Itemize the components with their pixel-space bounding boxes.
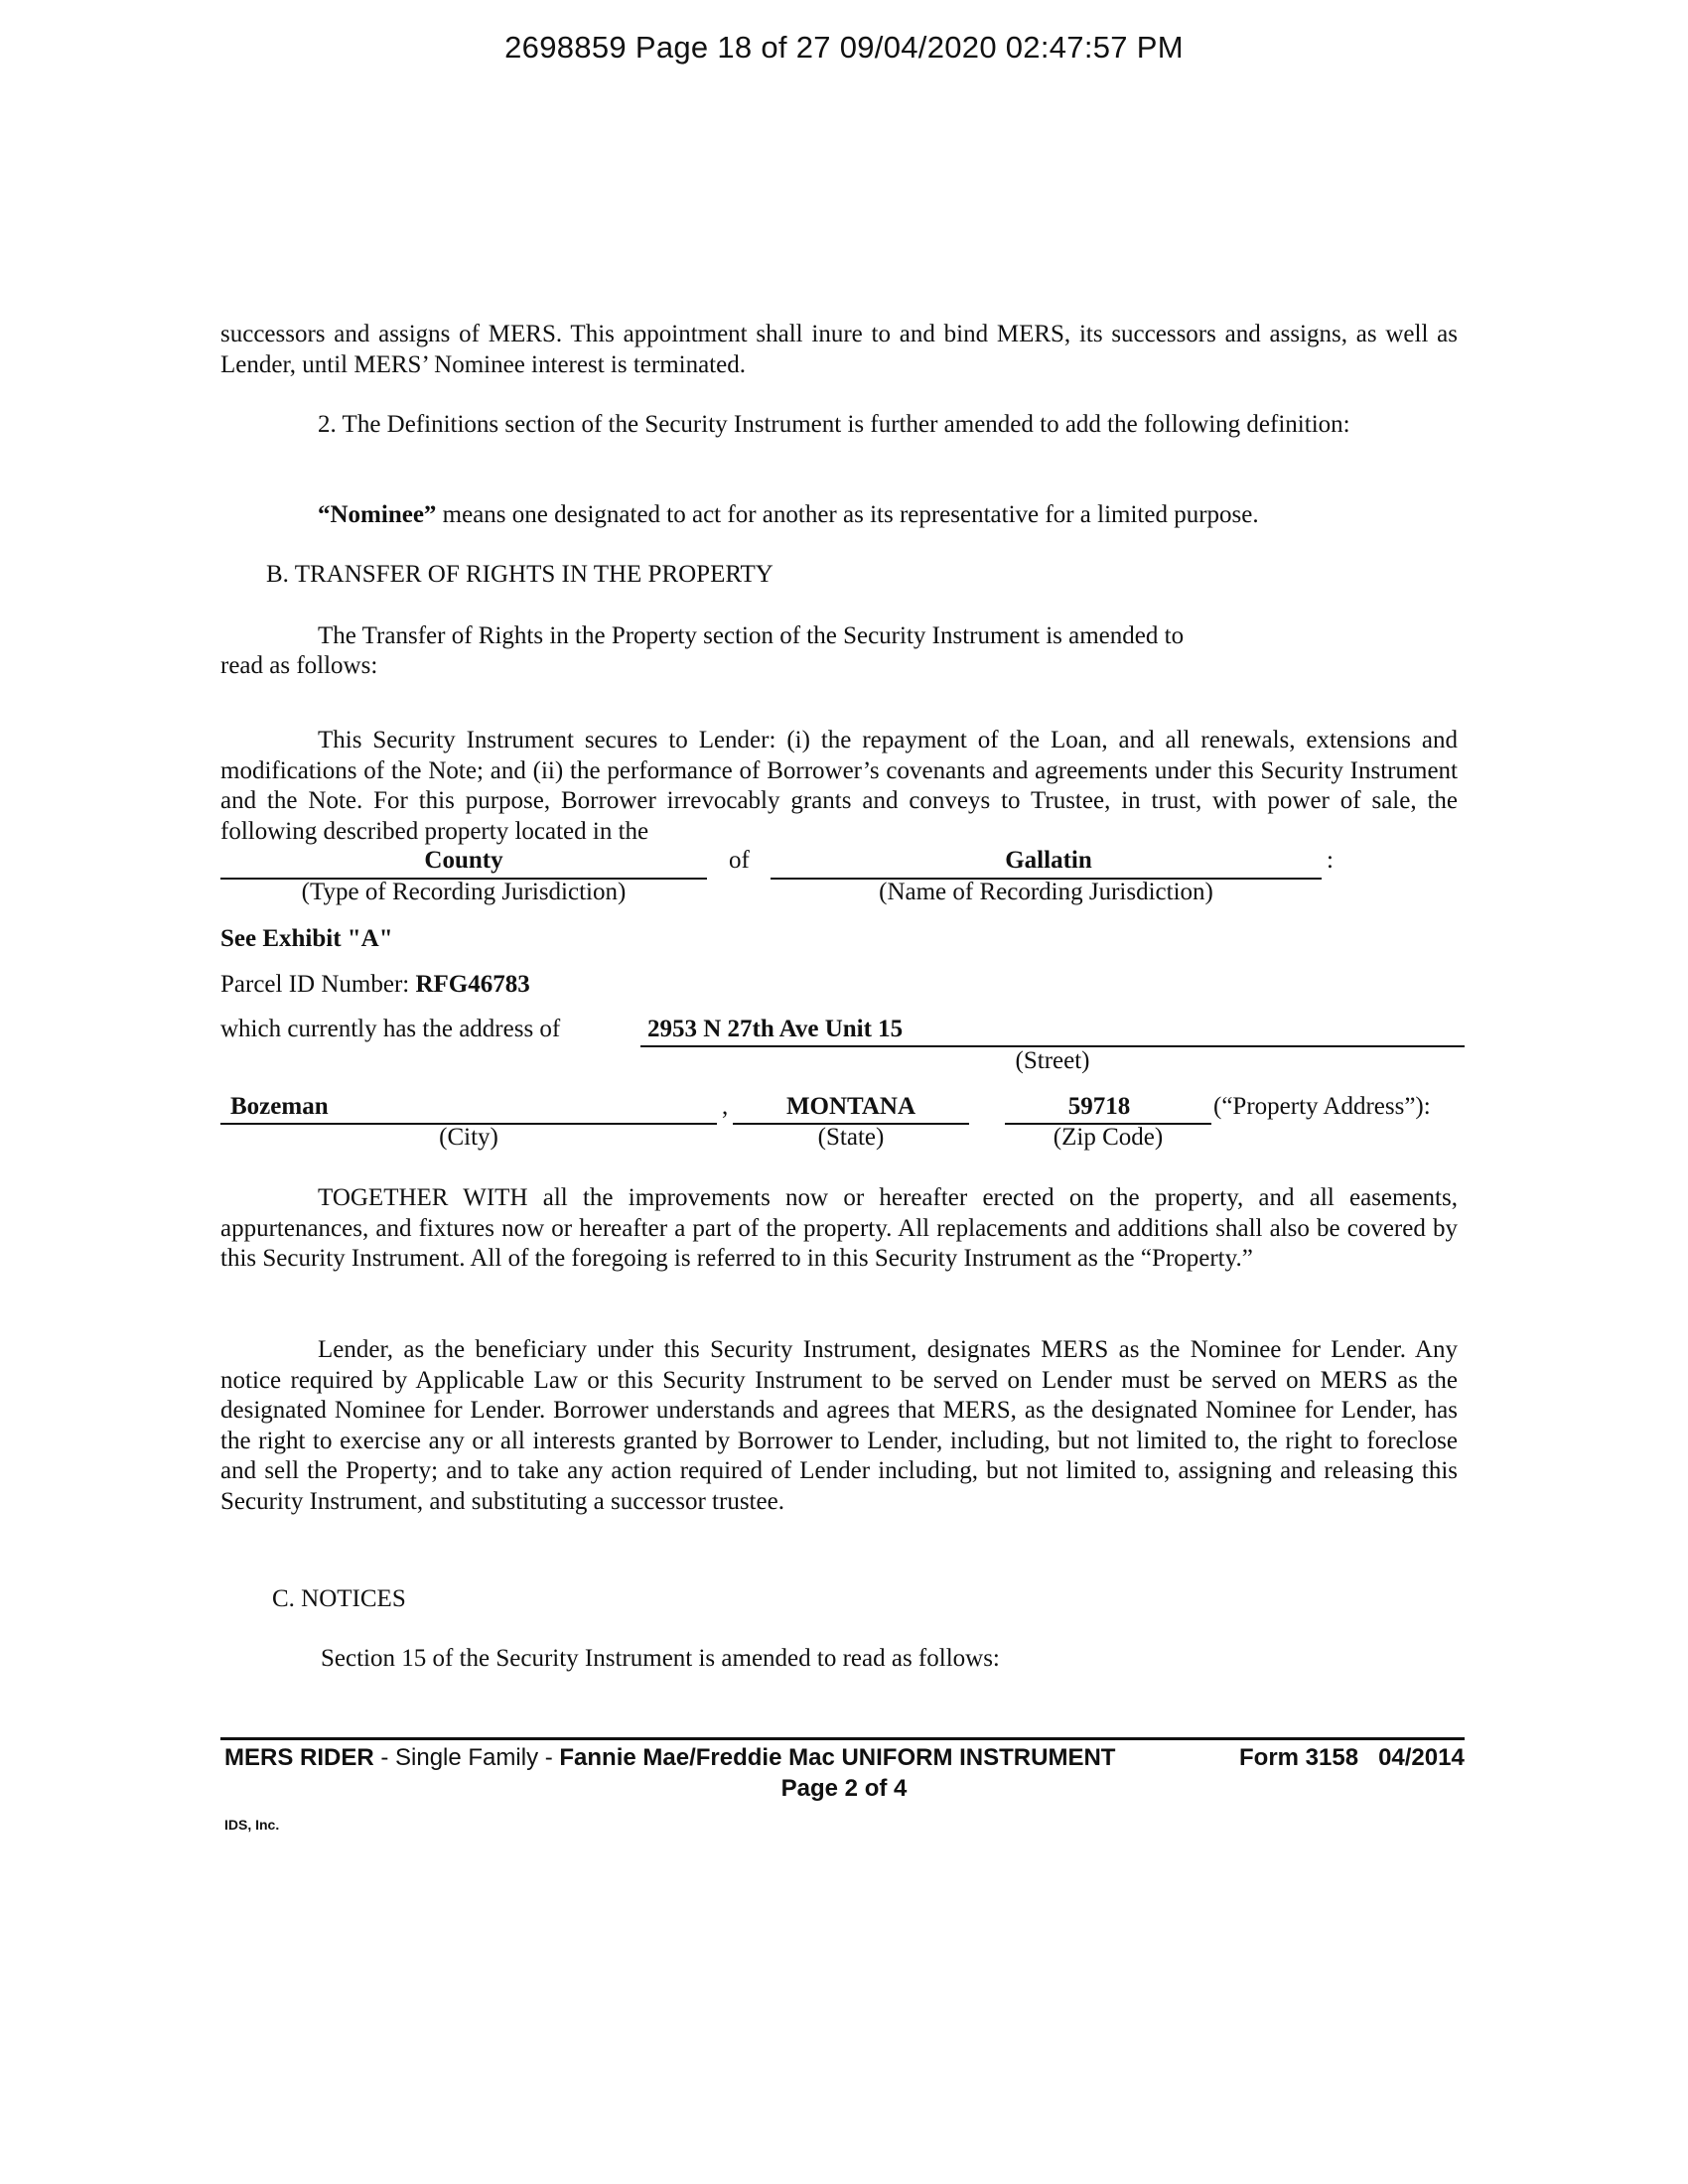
zip-caption: (Zip Code) xyxy=(1053,1124,1164,1151)
footer-title xyxy=(224,1744,1115,1772)
parcel-id-label: Parcel ID Number: xyxy=(220,971,416,998)
address-comma: , xyxy=(722,1093,729,1120)
paragraph-definitions-amendment: 2. The Definitions section of the Security Instrument is further amended to add the following definition: xyxy=(318,411,1350,438)
page-stamp: 2698859 Page 18 of 27 09/04/2020 02:47:57 PM xyxy=(504,30,1184,65)
footer-form: Form 3158 04/2014 xyxy=(1239,1744,1465,1771)
jurisdiction-type-value: County xyxy=(424,847,503,874)
street-value: 2953 N 27th Ave Unit 15 xyxy=(647,1016,904,1042)
paragraph-together-with: TOGETHER WITH all the improvements now or hereafter erected on the property, and all easements, appurtenances, and fixtures now or hereafter a part of the property. All replacements and additions shall also be covered by this Security Instrument. All of the foregoing is referred to in this Security Instrument as the “Property.” xyxy=(220,1184,1458,1272)
footer-page: Page 2 of 4 xyxy=(780,1775,908,1802)
parcel-id xyxy=(220,971,530,999)
property-address-label: (“Property Address”): xyxy=(1213,1093,1431,1120)
footer-vendor: IDS, Inc. xyxy=(224,1817,280,1833)
section-heading-notices: C. NOTICES xyxy=(272,1585,406,1612)
section-heading-transfer: B. TRANSFER OF RIGHTS IN THE PROPERTY xyxy=(266,561,774,588)
paragraph-transfer-intro-line2: read as follows: xyxy=(220,652,378,679)
parcel-id-value: RFG46783 xyxy=(415,971,530,998)
zip-value: 59718 xyxy=(1067,1093,1131,1120)
nominee-term: “Nominee” xyxy=(318,501,437,528)
footer-title-instrument: Fannie Mae/Freddie Mac UNIFORM INSTRUMENT xyxy=(559,1744,1116,1771)
jurisdiction-of: of xyxy=(729,847,750,874)
jurisdiction-type-caption: (Type of Recording Jurisdiction) xyxy=(301,879,627,905)
state-caption: (State) xyxy=(817,1124,885,1151)
city-caption: (City) xyxy=(439,1124,498,1151)
jurisdiction-name-caption: (Name of Recording Jurisdiction) xyxy=(879,879,1213,905)
footer-rule xyxy=(220,1737,1465,1740)
footer-title-family: - Single Family - xyxy=(373,1744,560,1771)
jurisdiction-name-value: Gallatin xyxy=(1005,847,1092,874)
street-caption: (Street) xyxy=(1015,1047,1090,1074)
state-value: MONTANA xyxy=(785,1093,916,1120)
paragraph-security-instrument: This Security Instrument secures to Lender: (i) the repayment of the Loan, and all renewals, extensions and modifications of the Note; and (ii) the performance of Borrower’s covenants and agreements under this Security Instrument and the Note. For this purpose, Borrower irrevocably grants and conveys to Trustee, in trust, with power of sale, the following described property located in the xyxy=(220,727,1458,845)
exhibit-reference: See Exhibit "A" xyxy=(220,925,393,952)
city-value: Bozeman xyxy=(230,1093,329,1120)
nominee-definition-text: means one designated to act for another as its representative for a limited purpose. xyxy=(436,501,1259,528)
footer-title-rider: MERS RIDER xyxy=(224,1744,374,1771)
nominee-definition xyxy=(318,500,1458,531)
paragraph-transfer-intro-line1: The Transfer of Rights in the Property section of the Security Instrument is amended to xyxy=(318,622,1185,649)
jurisdiction-colon: : xyxy=(1327,847,1334,874)
paragraph-mers-successors: successors and assigns of MERS. This appointment shall inure to and bind MERS, its successors and assigns, as well as Lender, until MERS’ Nominee interest is terminated. xyxy=(220,321,1458,378)
address-label: which currently has the address of xyxy=(220,1016,561,1042)
paragraph-lender-beneficiary: Lender, as the beneficiary under this Security Instrument, designates MERS as the Nominee for Lender. Any notice required by Applicable Law or this Security Instrument to be served on Lender must be served on MERS as the designated Nominee for Lender. Borrower understands and agrees that MERS, as the designated Nominee for Lender, has the right to exercise any or all interests granted by Borrower to Lender, including, but not limited to, the right to foreclose and sell the Property; and to take any action required of Lender including, but not limited to, assigning and releasing this Security Instrument, and substituting a successor trustee. xyxy=(220,1336,1458,1515)
paragraph-section-15: Section 15 of the Security Instrument is amended to read as follows: xyxy=(321,1645,1000,1672)
